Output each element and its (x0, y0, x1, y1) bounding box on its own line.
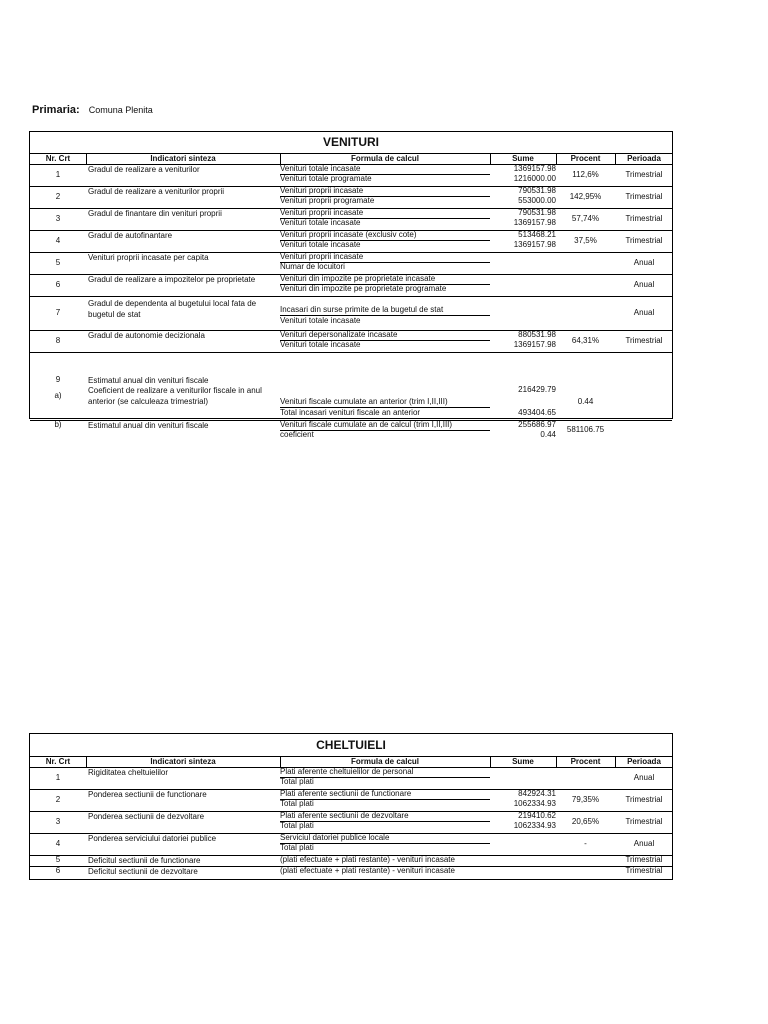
row-sum-2: 0.44 (540, 430, 556, 439)
row-formula-denominator: Total plati (280, 843, 314, 852)
row-sum-2: 1369157.98 (513, 240, 556, 249)
row-indicator: Gradul de autonomie decizionala (88, 331, 205, 340)
row-formula-numerator: Venituri proprii incasate (280, 186, 490, 197)
table-row (30, 274, 672, 297)
cheltuieli-title: CHELTUIELI (30, 734, 672, 757)
table-row (30, 330, 672, 353)
row-period: Anual (633, 773, 655, 782)
table-row (30, 420, 672, 440)
col-formula: Formula de calcul (350, 154, 420, 163)
row-period: Trimestrial (625, 170, 663, 179)
row-sum-1: 1369157.98 (513, 164, 556, 173)
row-period: Trimestrial (625, 236, 663, 245)
row-formula-numerator: Plati aferente cheltuielilor de personal (280, 767, 490, 778)
row-sum-2: 553000.00 (518, 196, 556, 205)
row-sum-2: 1062334.93 (513, 799, 556, 808)
row-number: 1 (55, 773, 61, 782)
venituri-title: VENITURI (30, 132, 672, 154)
row-formula-numerator: Venituri proprii incasate (exclusiv cote) (280, 230, 490, 241)
row-number: 6 (55, 280, 61, 289)
row-number: 1 (55, 170, 61, 179)
row-indicator-sub: Coeficient de realizare a veniturilor fiscale in anul anterior (se calculeaza trimestrial) (88, 386, 262, 406)
row-formula-numerator: Serviciul datoriei publice locale (280, 833, 490, 844)
row-number: 7 (55, 308, 61, 317)
row-formula-numerator: Venituri din impozite pe proprietate incasate (280, 274, 490, 285)
row-sum-1: 842924.31 (518, 789, 556, 798)
row-sub-number: a) (54, 391, 62, 400)
table-row (30, 866, 672, 877)
row-period: Trimestrial (625, 817, 663, 826)
row-formula-denominator: Total plati (280, 799, 314, 808)
header-label: Primaria: (32, 104, 80, 116)
table-row (30, 767, 672, 790)
row-percent: 57,74% (571, 214, 600, 223)
row-indicator: Ponderea sectiunii de dezvoltare (88, 812, 205, 821)
row-formula-numerator: Plati aferente sectiunii de functionare (280, 789, 490, 800)
row-number: 4 (55, 236, 61, 245)
col-indicatori: Indicatori sinteza (150, 757, 216, 766)
venituri-table (29, 131, 673, 439)
table-row (30, 252, 672, 275)
col-formula: Formula de calcul (350, 757, 420, 766)
row-formula-denominator: Total plati (280, 777, 314, 786)
row-percent: - (584, 839, 587, 848)
row-percent: 142,95% (569, 192, 602, 201)
row-indicator: Gradul de dependenta al bugetului local fata de bugetul de stat (88, 299, 257, 319)
row-period: Anual (633, 308, 655, 317)
row-sum-2: 1062334.93 (513, 821, 556, 830)
row-formula-denominator: coeficient (280, 430, 314, 439)
col-nr: Nr. Crt (45, 757, 71, 766)
row-indicator: Venituri proprii incasate per capita (88, 253, 209, 262)
row-indicator: Estimatul anual din venituri fiscale (88, 421, 209, 430)
row-percent: 79,35% (571, 795, 600, 804)
row-formula-numerator: Venituri proprii incasate (280, 252, 490, 263)
row-percent: 64,31% (571, 336, 600, 345)
row-formula-denominator: Venituri totale incasate (280, 240, 361, 249)
col-perioada: Perioada (627, 757, 661, 766)
row-percent: 20,65% (571, 817, 600, 826)
row-number: 2 (55, 192, 61, 201)
row-indicator: Gradul de realizare a veniturilor proprii (88, 187, 225, 196)
col-perioada: Perioada (627, 154, 661, 163)
row-formula: (plati efectuate + plati restante) - venituri incasate (280, 866, 455, 875)
row-formula-numerator: Venituri depersonalizate incasate (280, 330, 490, 341)
row-formula-denominator: Venituri totale programate (280, 174, 372, 183)
row-formula-denominator: Venituri din impozite pe proprietate programate (280, 284, 447, 293)
table-row (30, 789, 672, 812)
row-sum-2: 1369157.98 (513, 340, 556, 349)
row-number: 9 (55, 375, 61, 384)
row-number: 2 (55, 795, 61, 804)
row-period: Trimestrial (625, 795, 663, 804)
row-formula-denominator: Venituri totale incasate (280, 218, 361, 227)
table-row (30, 833, 672, 856)
row-indicator: Deficitul sectiunii de functionare (88, 856, 201, 865)
row-indicator: Rigiditatea cheltuielilor (88, 768, 169, 777)
header-value: Comuna Plenita (88, 105, 153, 115)
row-formula-denominator: Venituri totale incasate (280, 316, 361, 325)
row-formula-numerator: Venituri fiscale cumulate an de calcul (trim I,II,III) (280, 420, 490, 431)
row-indicator: Estimatul anual din venituri fiscale (88, 376, 209, 385)
col-procent: Procent (570, 757, 601, 766)
row-number: 5 (55, 258, 61, 267)
row-sum-1: 216429.79 (518, 385, 556, 394)
row-formula-numerator: Incasari din surse primite de la bugetul de stat (280, 305, 490, 316)
row-number: 6 (55, 866, 61, 875)
row-formula-numerator: Venituri fiscale cumulate an anterior (trim I,II,III) (280, 397, 490, 408)
row-number: b) (54, 420, 62, 429)
row-indicator: Gradul de realizare a impozitelor pe proprietate (88, 275, 256, 284)
row-sum-1: 790531.98 (518, 208, 556, 217)
row-period: Anual (633, 280, 655, 289)
row-sum-2: 1216000.00 (513, 174, 556, 183)
col-procent: Procent (570, 154, 601, 163)
table-row (30, 164, 672, 187)
row-period: Trimestrial (625, 192, 663, 201)
row-indicator: Gradul de realizare a veniturilor (88, 165, 200, 174)
row-indicator: Gradul de finantare din venituri proprii (88, 209, 222, 218)
venituri-body (30, 154, 672, 439)
row-sum-1: 880531.98 (518, 330, 556, 339)
row-period: Trimestrial (625, 336, 663, 345)
row-indicator: Gradul de autofinantare (88, 231, 173, 240)
row-sum-2: 1369157.98 (513, 218, 556, 227)
row-formula-numerator: Plati aferente sectiunii de dezvoltare (280, 811, 490, 822)
row-number: 8 (55, 336, 61, 345)
row-indicator: Ponderea serviciului datoriei publice (88, 834, 217, 843)
row-percent: 0.44 (577, 397, 594, 406)
col-sume: Sume (512, 757, 534, 766)
cheltuieli-table (29, 733, 673, 880)
row-percent: 37,5% (574, 236, 597, 245)
row-percent: 581106.75 (566, 425, 605, 434)
table-row (30, 230, 672, 253)
row-period: Trimestrial (625, 214, 663, 223)
row-sum-1: 255686.97 (518, 420, 556, 429)
row-formula: (plati efectuate + plati restante) - venituri incasate (280, 855, 455, 864)
col-nr: Nr. Crt (45, 154, 71, 163)
row-formula-denominator: Venituri proprii programate (280, 196, 375, 205)
row-formula-denominator: Numar de locuitori (280, 262, 345, 271)
row-number: 5 (55, 855, 61, 864)
row-formula-denominator: Total incasari venituri fiscale an anterior (280, 408, 421, 417)
table-row (30, 811, 672, 834)
header (32, 104, 153, 116)
row-percent: 112,6% (572, 170, 599, 179)
row-sum-2: 493404.65 (518, 408, 556, 417)
row-number: 3 (55, 214, 61, 223)
row-sum-1: 513468.21 (518, 230, 556, 239)
row-number: 4 (55, 839, 61, 848)
col-sume: Sume (512, 154, 534, 163)
table-row (30, 208, 672, 231)
row-period: Anual (633, 258, 655, 267)
table-row (30, 296, 672, 331)
table-row (30, 375, 672, 421)
row-indicator: Deficitul sectiunii de dezvoltare (88, 867, 198, 876)
row-indicator: Ponderea sectiunii de functionare (88, 790, 207, 799)
row-formula-denominator: Total plati (280, 821, 314, 830)
row-number: 3 (55, 817, 61, 826)
row-period: Trimestrial (625, 866, 663, 875)
row-sum-1: 219410.62 (518, 811, 556, 820)
row-formula-numerator: Venituri proprii incasate (280, 208, 490, 219)
row-sum-1: 790531.98 (518, 186, 556, 195)
col-indicatori: Indicatori sinteza (150, 154, 216, 163)
cheltuieli-body (30, 757, 672, 880)
table-row (30, 186, 672, 209)
row-formula-numerator: Venituri totale incasate (280, 164, 490, 175)
row-formula-denominator: Venituri totale incasate (280, 340, 361, 349)
row-period: Trimestrial (625, 855, 663, 864)
row-period: Anual (633, 839, 655, 848)
